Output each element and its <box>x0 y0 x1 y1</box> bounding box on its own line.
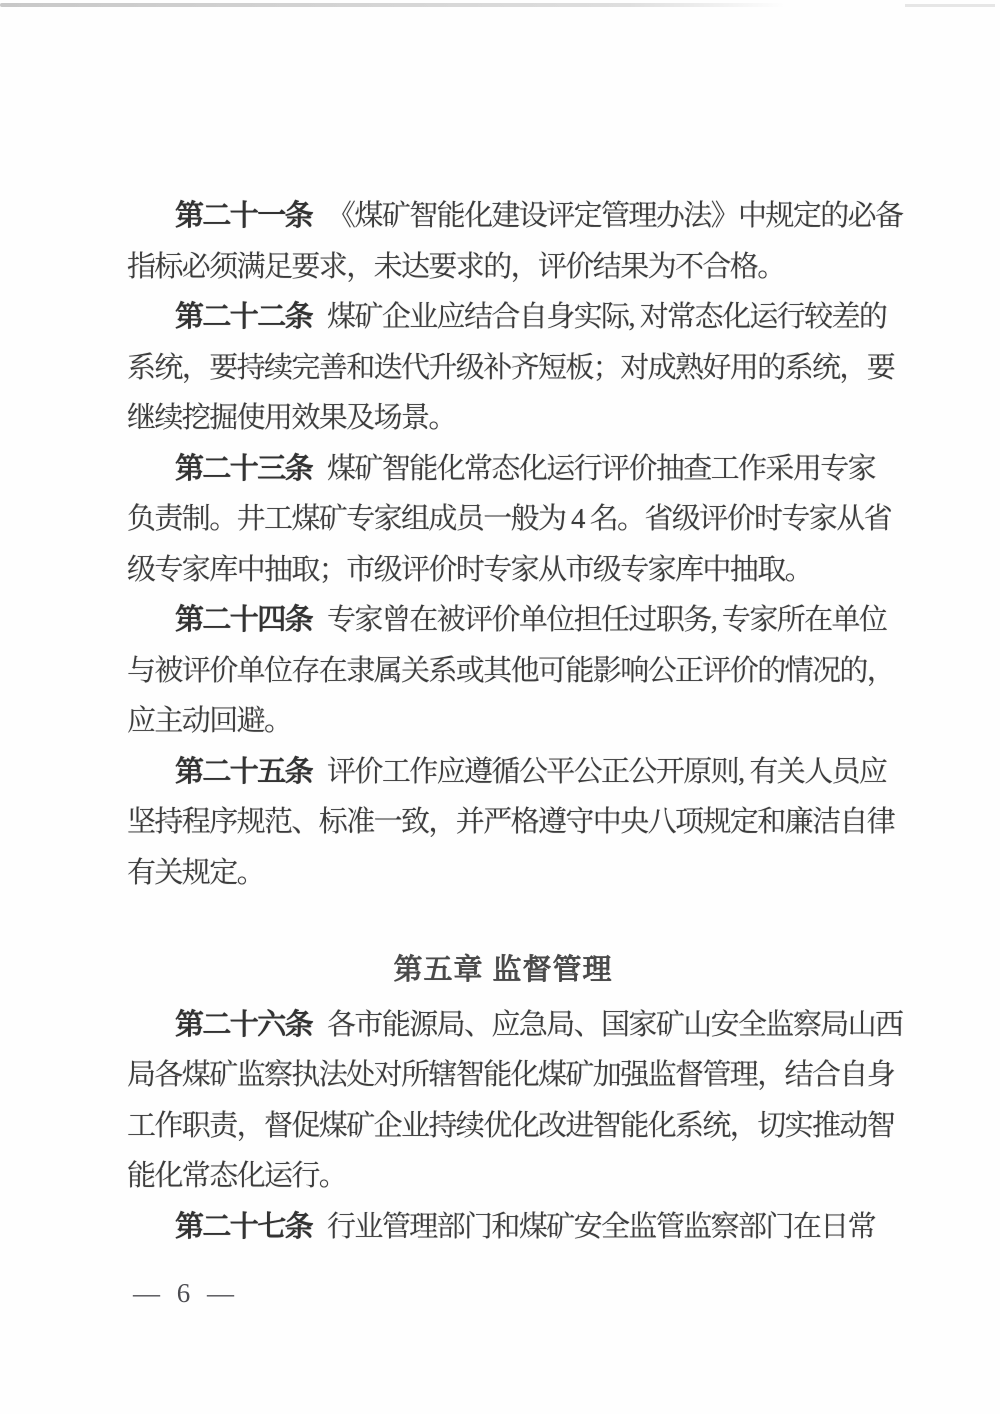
text-line <box>127 393 879 444</box>
text-line <box>127 1050 895 1101</box>
line-text: 系统，要持续完善和迭代升级补齐短板；对成熟好用的系统，要 <box>127 351 895 384</box>
article-number: 第二十二条 <box>175 301 313 333</box>
article-number: 第二十一条 <box>175 200 313 232</box>
document-body <box>127 191 903 1252</box>
line-text: 煤矿智能化常态化运行评价抽查工作采用专家 <box>327 452 876 485</box>
text-line <box>127 444 879 495</box>
text-line <box>127 292 887 343</box>
text-line <box>127 595 887 646</box>
line-text: 《煤矿智能化建设评定管理办法》中规定的必备 <box>327 200 903 232</box>
text-line <box>127 747 887 798</box>
line-text: 各市能源局、应急局、国家矿山安全监察局山西 <box>327 1008 903 1041</box>
article-number: 第二十六条 <box>175 1008 313 1041</box>
text-line <box>127 797 895 848</box>
article-number: 第二十五条 <box>175 755 313 788</box>
line-text: 与被评价单位存在隶属关系或其他可能影响公正评价的情况的， <box>127 654 895 687</box>
text-line <box>127 848 879 899</box>
text-line <box>127 494 892 545</box>
line-text: 行业管理部门和煤矿安全监管监察部门在日常 <box>327 1210 876 1243</box>
text-line <box>127 343 895 394</box>
line-text: 继续挖掘使用效果及场景。 <box>127 402 456 434</box>
articles-21-25 <box>127 191 903 898</box>
page-number: — 6 — <box>133 1278 239 1308</box>
text-line <box>127 242 879 293</box>
line-text: 应主动回避。 <box>127 705 292 737</box>
line-text: 坚持程序规范、标准一致，并严格遵守中央八项规定和廉洁自律 <box>127 806 895 838</box>
article-number: 第二十七条 <box>175 1210 313 1243</box>
line-text: 工作职责，督促煤矿企业持续优化改进智能化系统，切实推动智 <box>127 1109 895 1142</box>
text-line <box>127 696 879 747</box>
line-text: 有关规定。 <box>127 856 265 889</box>
text-line <box>127 1000 903 1051</box>
article-number: 第二十三条 <box>175 452 313 485</box>
line-text: 局各煤矿监察执法处对所辖智能化煤矿加强监督管理，结合自身 <box>127 1059 895 1091</box>
line-text: 负责制。井工煤矿专家组成员一般为 4 名。省级评价时专家从省 <box>127 503 892 535</box>
line-text: 煤矿企业应结合自身实际, 对常态化运行较差的 <box>327 301 887 333</box>
text-line <box>127 545 879 596</box>
line-text: 指标必须满足要求，未达要求的，评价结果为不合格。 <box>127 250 785 283</box>
scan-edge-artifact-right <box>905 4 995 7</box>
scan-edge-artifact <box>0 3 785 7</box>
line-text: 能化常态化运行。 <box>127 1160 347 1192</box>
text-line <box>127 1101 895 1152</box>
chapter-heading: 第五章 监督管理 <box>393 954 613 986</box>
text-line <box>127 1202 879 1253</box>
line-text: 级专家库中抽取；市级评价时专家从市级专家库中抽取。 <box>127 553 813 586</box>
text-line <box>127 1151 879 1202</box>
text-line <box>127 191 903 242</box>
text-line <box>127 646 895 697</box>
line-text: 评价工作应遵循公平公正公开原则, 有关人员应 <box>327 755 887 788</box>
articles-26-27 <box>127 1000 903 1253</box>
line-text: 专家曾在被评价单位担任过职务, 专家所在单位 <box>327 604 887 636</box>
article-number: 第二十四条 <box>175 604 313 636</box>
